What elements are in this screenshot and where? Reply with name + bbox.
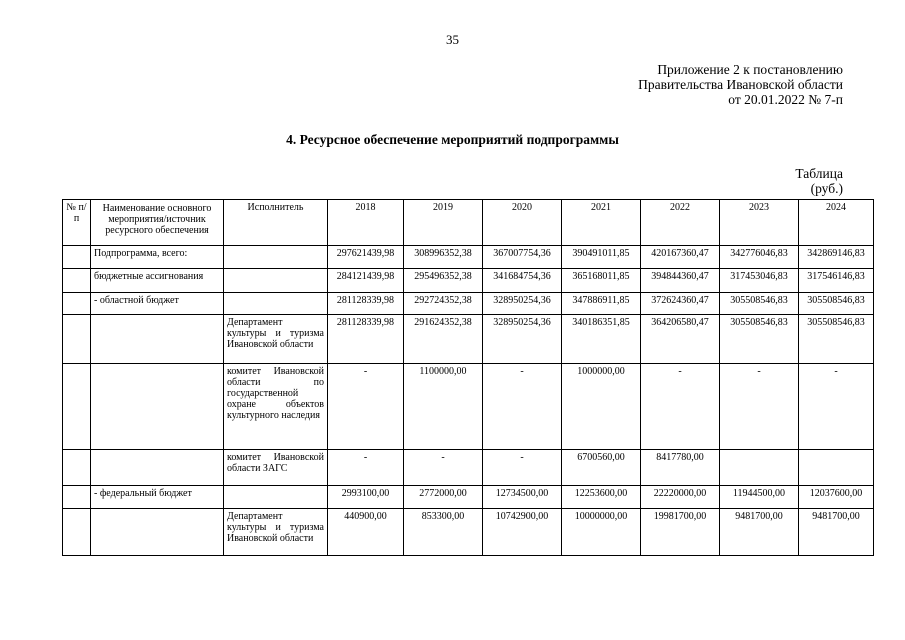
cell-executor	[224, 246, 328, 269]
cell-value: 328950254,36	[483, 293, 562, 315]
table-row	[63, 315, 874, 364]
cell-num	[63, 509, 91, 556]
cell-value: 372624360,47	[641, 293, 720, 315]
cell-executor	[224, 269, 328, 293]
cell-value: 6700560,00	[562, 450, 641, 486]
cell-value: 342869146,83	[799, 246, 874, 269]
cell-value: 8417780,00	[641, 450, 720, 486]
cell-value: -	[404, 450, 483, 486]
cell-value: 420167360,47	[641, 246, 720, 269]
cell-value: -	[720, 364, 799, 450]
cell-value: 367007754,36	[483, 246, 562, 269]
header-year: 2023	[720, 200, 799, 246]
cell-value: 10742900,00	[483, 509, 562, 556]
cell-name	[91, 509, 224, 556]
cell-executor: Департамент культуры и туризма Ивановской области	[224, 315, 328, 364]
cell-value: 305508546,83	[799, 293, 874, 315]
cell-value: 19981700,00	[641, 509, 720, 556]
cell-value: -	[483, 364, 562, 450]
cell-num	[63, 315, 91, 364]
section-title: 4. Ресурсное обеспечение мероприятий подпрограммы	[286, 132, 619, 147]
cell-num	[63, 293, 91, 315]
cell-num	[63, 269, 91, 293]
cell-value: -	[483, 450, 562, 486]
cell-value: 292724352,38	[404, 293, 483, 315]
header-year: 2020	[483, 200, 562, 246]
cell-value: 12734500,00	[483, 486, 562, 509]
header-executor: Исполнитель	[224, 200, 328, 246]
header-year: 2024	[799, 200, 874, 246]
cell-value: 295496352,38	[404, 269, 483, 293]
table-header-row	[63, 200, 874, 246]
cell-value: 305508546,83	[720, 315, 799, 364]
cell-executor: комитет Ивановской области ЗАГС	[224, 450, 328, 486]
cell-name: - федеральный бюджет	[91, 486, 224, 509]
cell-value: 342776046,83	[720, 246, 799, 269]
table-row	[63, 293, 874, 315]
cell-name	[91, 315, 224, 364]
cell-name	[91, 364, 224, 450]
appendix-line-2: Правительства Ивановской области	[638, 77, 843, 92]
cell-value: 440900,00	[328, 509, 404, 556]
cell-value: 317453046,83	[720, 269, 799, 293]
appendix-reference	[638, 62, 843, 107]
cell-value: 2772000,00	[404, 486, 483, 509]
table-row	[63, 450, 874, 486]
cell-value: 12037600,00	[799, 486, 874, 509]
cell-value: 394844360,47	[641, 269, 720, 293]
cell-name: Подпрограмма, всего:	[91, 246, 224, 269]
table-label	[795, 166, 843, 196]
table-row	[63, 364, 874, 450]
cell-name: - областной бюджет	[91, 293, 224, 315]
table-label-units: (руб.)	[810, 181, 843, 196]
cell-value: 1000000,00	[562, 364, 641, 450]
page-number: 35	[446, 32, 459, 47]
cell-value: -	[799, 364, 874, 450]
cell-value: 341684754,36	[483, 269, 562, 293]
header-year: 2022	[641, 200, 720, 246]
cell-value: 297621439,98	[328, 246, 404, 269]
cell-num	[63, 364, 91, 450]
cell-value: 9481700,00	[720, 509, 799, 556]
header-year: 2018	[328, 200, 404, 246]
cell-value: 365168011,85	[562, 269, 641, 293]
cell-value: 281128339,98	[328, 293, 404, 315]
cell-executor	[224, 293, 328, 315]
cell-value: 291624352,38	[404, 315, 483, 364]
cell-value: 22220000,00	[641, 486, 720, 509]
cell-value: 340186351,85	[562, 315, 641, 364]
cell-value: 328950254,36	[483, 315, 562, 364]
table-row	[63, 269, 874, 293]
cell-value: 281128339,98	[328, 315, 404, 364]
header-year: 2019	[404, 200, 483, 246]
cell-value: 12253600,00	[562, 486, 641, 509]
cell-value: 1100000,00	[404, 364, 483, 450]
cell-value: 10000000,00	[562, 509, 641, 556]
cell-value: 308996352,38	[404, 246, 483, 269]
cell-value: 9481700,00	[799, 509, 874, 556]
table-label-title: Таблица	[795, 166, 843, 181]
cell-value: 284121439,98	[328, 269, 404, 293]
cell-num	[63, 246, 91, 269]
cell-num	[63, 486, 91, 509]
cell-value	[799, 450, 874, 486]
cell-executor: комитет Ивановской области по государственной охране объектов культурного наследия	[224, 364, 328, 450]
cell-value: 317546146,83	[799, 269, 874, 293]
cell-executor	[224, 486, 328, 509]
cell-num	[63, 450, 91, 486]
cell-value: 11944500,00	[720, 486, 799, 509]
cell-value: 305508546,83	[799, 315, 874, 364]
header-year: 2021	[562, 200, 641, 246]
header-num: № п/п	[63, 200, 91, 246]
cell-name	[91, 450, 224, 486]
cell-value: 364206580,47	[641, 315, 720, 364]
header-name: Наименование основного мероприятия/источник ресурсного обеспечения	[91, 200, 224, 246]
appendix-line-3: от 20.01.2022 № 7-п	[728, 92, 843, 107]
resource-table	[62, 199, 874, 556]
cell-value: 390491011,85	[562, 246, 641, 269]
appendix-line-1: Приложение 2 к постановлению	[657, 62, 843, 77]
cell-executor: Департамент культуры и туризма Ивановской области	[224, 509, 328, 556]
cell-value: 853300,00	[404, 509, 483, 556]
cell-name: бюджетные ассигнования	[91, 269, 224, 293]
table-row	[63, 486, 874, 509]
cell-value: -	[328, 364, 404, 450]
cell-value: 2993100,00	[328, 486, 404, 509]
cell-value: 305508546,83	[720, 293, 799, 315]
table-row	[63, 246, 874, 269]
cell-value	[720, 450, 799, 486]
cell-value: 347886911,85	[562, 293, 641, 315]
table-row	[63, 509, 874, 556]
cell-value: -	[641, 364, 720, 450]
cell-value: -	[328, 450, 404, 486]
